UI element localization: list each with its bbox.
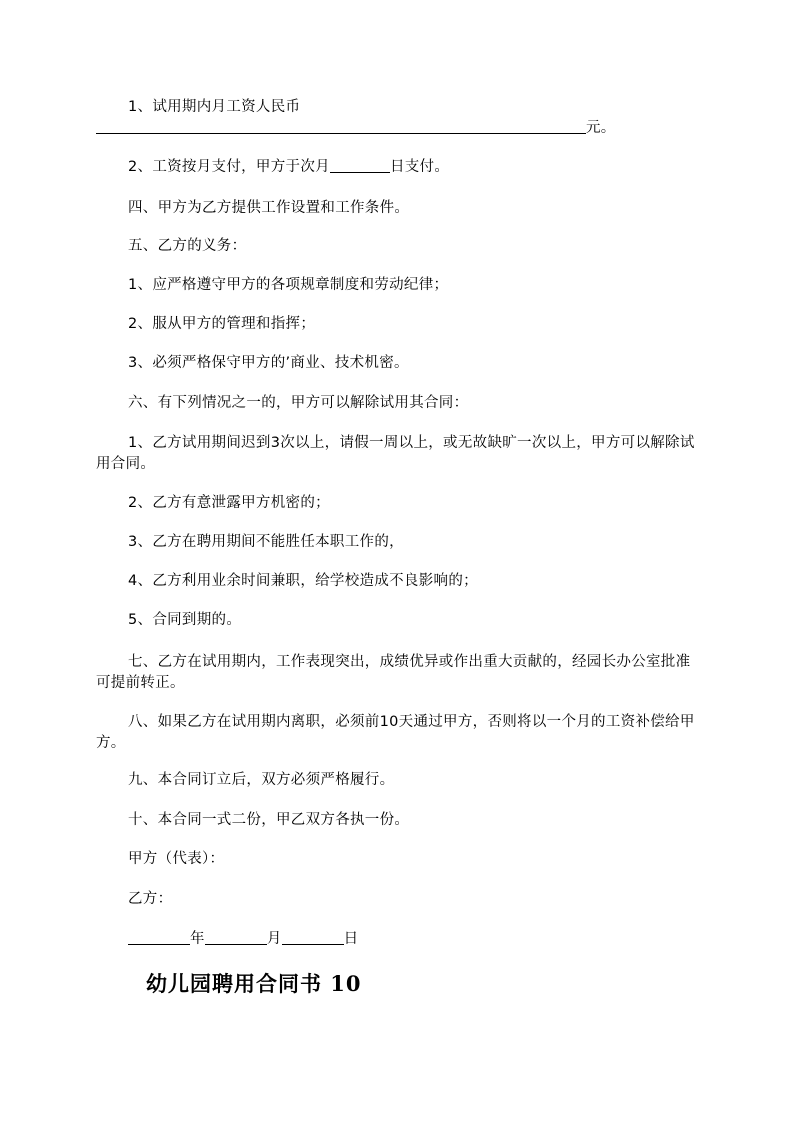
section-6-item: 1、乙方试用期间迟到3次以上，请假一周以上，或无故缺旷一次以上，甲方可以解除试用合同。 <box>96 435 695 472</box>
section-4: 四、甲方为乙方提供工作设置和工作条件。 <box>128 200 410 216</box>
trial-wage-amount-line <box>96 118 698 139</box>
year-blank[interactable] <box>128 929 190 945</box>
trial-wage-line: 1、试用期内月工资人民币 <box>128 99 301 115</box>
day-label: 日 <box>343 931 359 947</box>
section-5-heading: 五、乙方的义务： <box>128 238 247 254</box>
section-10: 十、本合同一式二份，甲乙双方各执一份。 <box>128 812 410 828</box>
section-5-item: 3、必须严格保守甲方的’商业、技术机密。 <box>128 355 409 371</box>
pay-date-line <box>128 157 730 178</box>
yuan-suffix: 元。 <box>586 120 616 136</box>
section-5-item: 2、服从甲方的管理和指挥； <box>128 316 316 332</box>
section-6-item: 3、乙方在聘用期间不能胜任本职工作的， <box>128 534 404 550</box>
pay-date-prefix: 2、工资按月支付，甲方于次月 <box>128 159 330 175</box>
next-contract-title: 幼儿园聘用合同书 10 <box>146 971 362 996</box>
pay-date-suffix: 日支付。 <box>389 159 450 175</box>
date-line <box>128 929 730 950</box>
section-6-item: 4、乙方利用业余时间兼职，给学校造成不良影响的； <box>128 573 478 589</box>
section-7: 七、乙方在试用期内，工作表现突出，成绩优异或作出重大贡献的，经园长办公室批准可提前转正。 <box>96 654 691 691</box>
party-a-signature: 甲方（代表）： <box>128 851 225 867</box>
section-9: 九、本合同订立后，双方必须严格履行。 <box>128 772 395 788</box>
month-label: 月 <box>266 931 282 947</box>
year-label: 年 <box>190 931 205 947</box>
section-6-item: 5、合同到期的。 <box>128 612 242 628</box>
day-blank[interactable] <box>282 929 344 945</box>
party-b-signature: 乙方： <box>128 891 173 907</box>
section-8: 八、如果乙方在试用期内离职，必须前10天通过甲方，否则将以一个月的工资补偿给甲方。 <box>96 714 695 751</box>
pay-day-blank[interactable] <box>330 157 390 173</box>
month-blank[interactable] <box>205 929 267 945</box>
section-5-item: 1、应严格遵守甲方的各项规章制度和劳动纪律； <box>128 277 449 293</box>
section-6-heading: 六、有下列情况之一的，甲方可以解除试用其合同： <box>128 395 469 411</box>
section-6-item: 2、乙方有意泄露甲方机密的； <box>128 495 330 511</box>
wage-amount-blank[interactable] <box>96 118 586 134</box>
